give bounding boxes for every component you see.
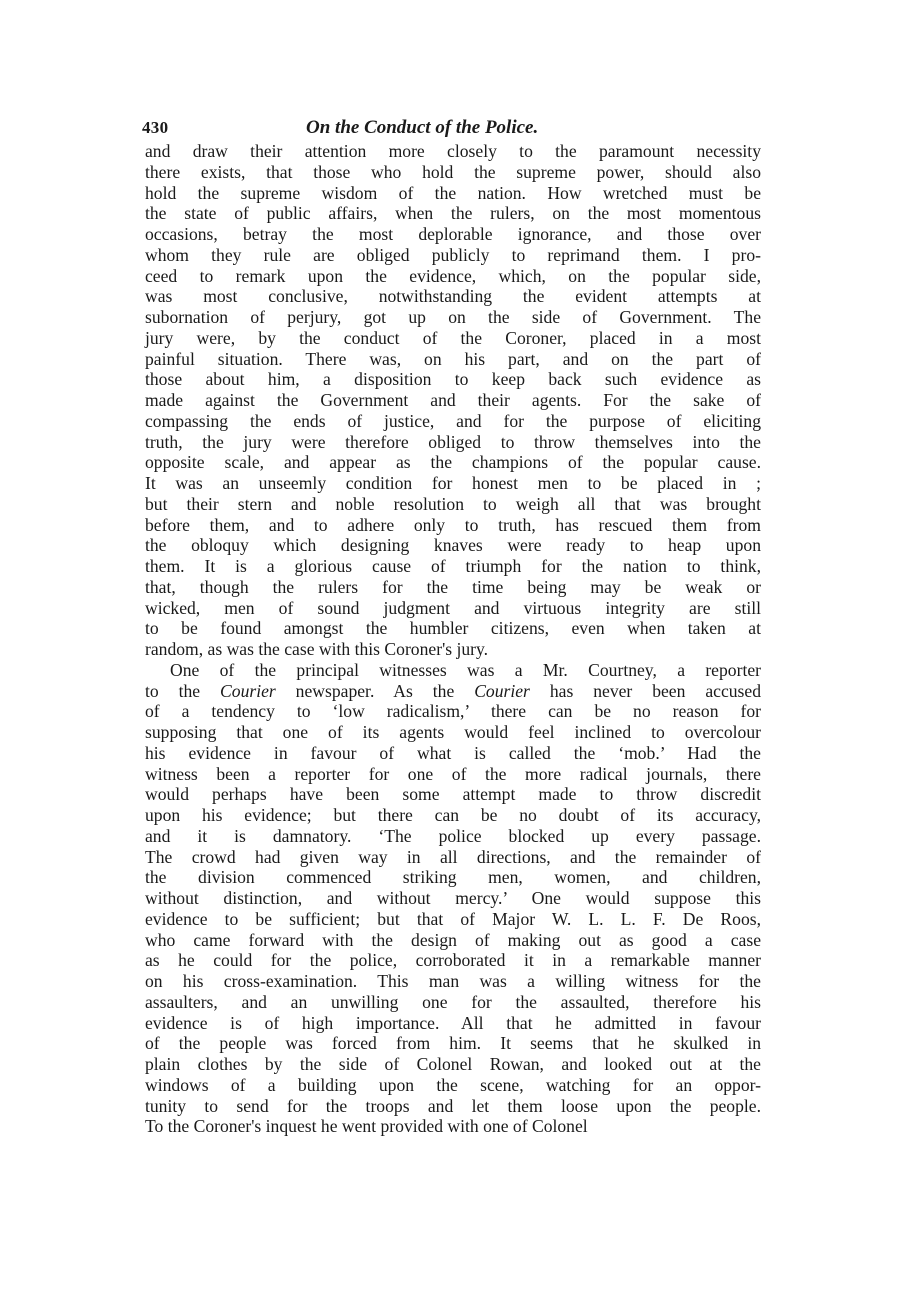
text-line: hold the supreme wisdom of the nation. How wretched must be [145, 182, 761, 203]
text-line: who came forward with the design of making out as good a case [145, 929, 761, 950]
text-line: random, as was the case with this Coroner's jury. [145, 639, 489, 659]
text-line: on his cross-examination. This man was a willing witness for the [145, 971, 761, 991]
text-line: made against the Government and their agents. For the sake of [145, 390, 761, 410]
text-line: that, though the rulers for the time being may be weak or [145, 576, 761, 597]
text-line: before them, and to adhere only to truth, has rescued them from [145, 514, 761, 535]
italic-title: Courier [474, 680, 530, 701]
paragraph [145, 141, 761, 660]
text-line: to be found amongst the humbler citizens, even when taken at [145, 618, 761, 639]
text-line: the division commenced striking men, women, and children, [145, 867, 761, 888]
text-line: and draw their attention more closely to the paramount necessity [145, 141, 761, 161]
italic-title: Courier [220, 680, 276, 701]
text-line: occasions, betray the most deplorable ignorance, and those over [145, 224, 761, 244]
text-line: his evidence in favour of what is called the ‘mob.’ Had the [145, 742, 761, 763]
text-line: opposite scale, and appear as the champions of the popular cause. [145, 452, 761, 473]
text-line: them. It is a glorious cause of triumph for the nation to think, [145, 556, 761, 576]
text-line: evidence is of high importance. All that he admitted in favour [145, 1012, 761, 1033]
text-line: was most conclusive, notwithstanding the evident attempts at [145, 286, 761, 307]
text-line: plain clothes by the side of Colonel Rowan, and looked out at the [145, 1054, 761, 1074]
text-line: would perhaps have been some attempt made to throw discredit [145, 784, 761, 805]
paragraph [145, 660, 761, 1137]
text-line: tunity to send for the troops and let them loose upon the people. [145, 1095, 761, 1116]
text-line: To the Coroner's inquest he went provided with one of Colonel [145, 1116, 588, 1137]
text-line: painful situation. There was, on his part, and on the part of [145, 348, 761, 369]
text-line: those about him, a disposition to keep back such evidence as [145, 369, 761, 390]
text-line: without distinction, and without mercy.’ One would suppose this [145, 888, 761, 908]
text-line: truth, the jury were therefore obliged to throw themselves into the [145, 431, 761, 452]
text-line: but their stern and noble resolution to weigh all that was brought [145, 493, 761, 514]
text-line: whom they rule are obliged publicly to reprimand them. I pro- [145, 244, 761, 265]
text-line: and it is damnatory. ‘The police blocked up every passage. [145, 825, 761, 846]
text-line: windows of a building upon the scene, watching for an oppor- [145, 1074, 761, 1095]
text-line: of a tendency to ‘low radicalism,’ there can be no reason for [145, 701, 761, 722]
text-line: evidence to be sufficient; but that of Major W. L. L. F. De Roos, [145, 908, 761, 929]
text-line: wicked, men of sound judgment and virtuous integrity are still [145, 597, 761, 618]
text-line: there exists, that those who hold the supreme power, should also [145, 161, 761, 182]
text-line: supposing that one of its agents would feel inclined to overcolour [145, 722, 761, 742]
body-text [145, 141, 761, 1137]
text-line: to the Courier newspaper. As the Courier has never been accused [145, 680, 762, 701]
text-line: the state of public affairs, when the rulers, on the most momentous [145, 203, 761, 224]
text-line: It was an unseemly condition for honest men to be placed in ; [145, 473, 761, 493]
text-line: ceed to remark upon the evidence, which, on the popular side, [145, 265, 761, 286]
page-number: 430 [142, 118, 169, 137]
text-line: One of the principal witnesses was a Mr. Courtney, a reporter [170, 659, 761, 680]
text-line: witness been a reporter for one of the more radical journals, there [145, 763, 761, 784]
text-line: assaulters, and an unwilling one for the assaulted, therefore his [145, 991, 761, 1012]
text-line: The crowd had given way in all directions, and the remainder of [145, 846, 761, 867]
text-line: subornation of perjury, got up on the side of Government. The [145, 307, 761, 327]
text-line: the obloquy which designing knaves were ready to heap upon [145, 535, 761, 556]
text-line: as he could for the police, corroborated it in a remarkable manner [145, 950, 761, 971]
text-line: of the people was forced from him. It seems that he skulked in [145, 1033, 761, 1054]
running-head: On the Conduct of the Police. [306, 117, 539, 138]
text-line: jury were, by the conduct of the Coroner, placed in a most [145, 327, 761, 348]
text-line: upon his evidence; but there can be no doubt of its accuracy, [145, 805, 761, 825]
text-line: compassing the ends of justice, and for the purpose of eliciting [145, 410, 761, 431]
